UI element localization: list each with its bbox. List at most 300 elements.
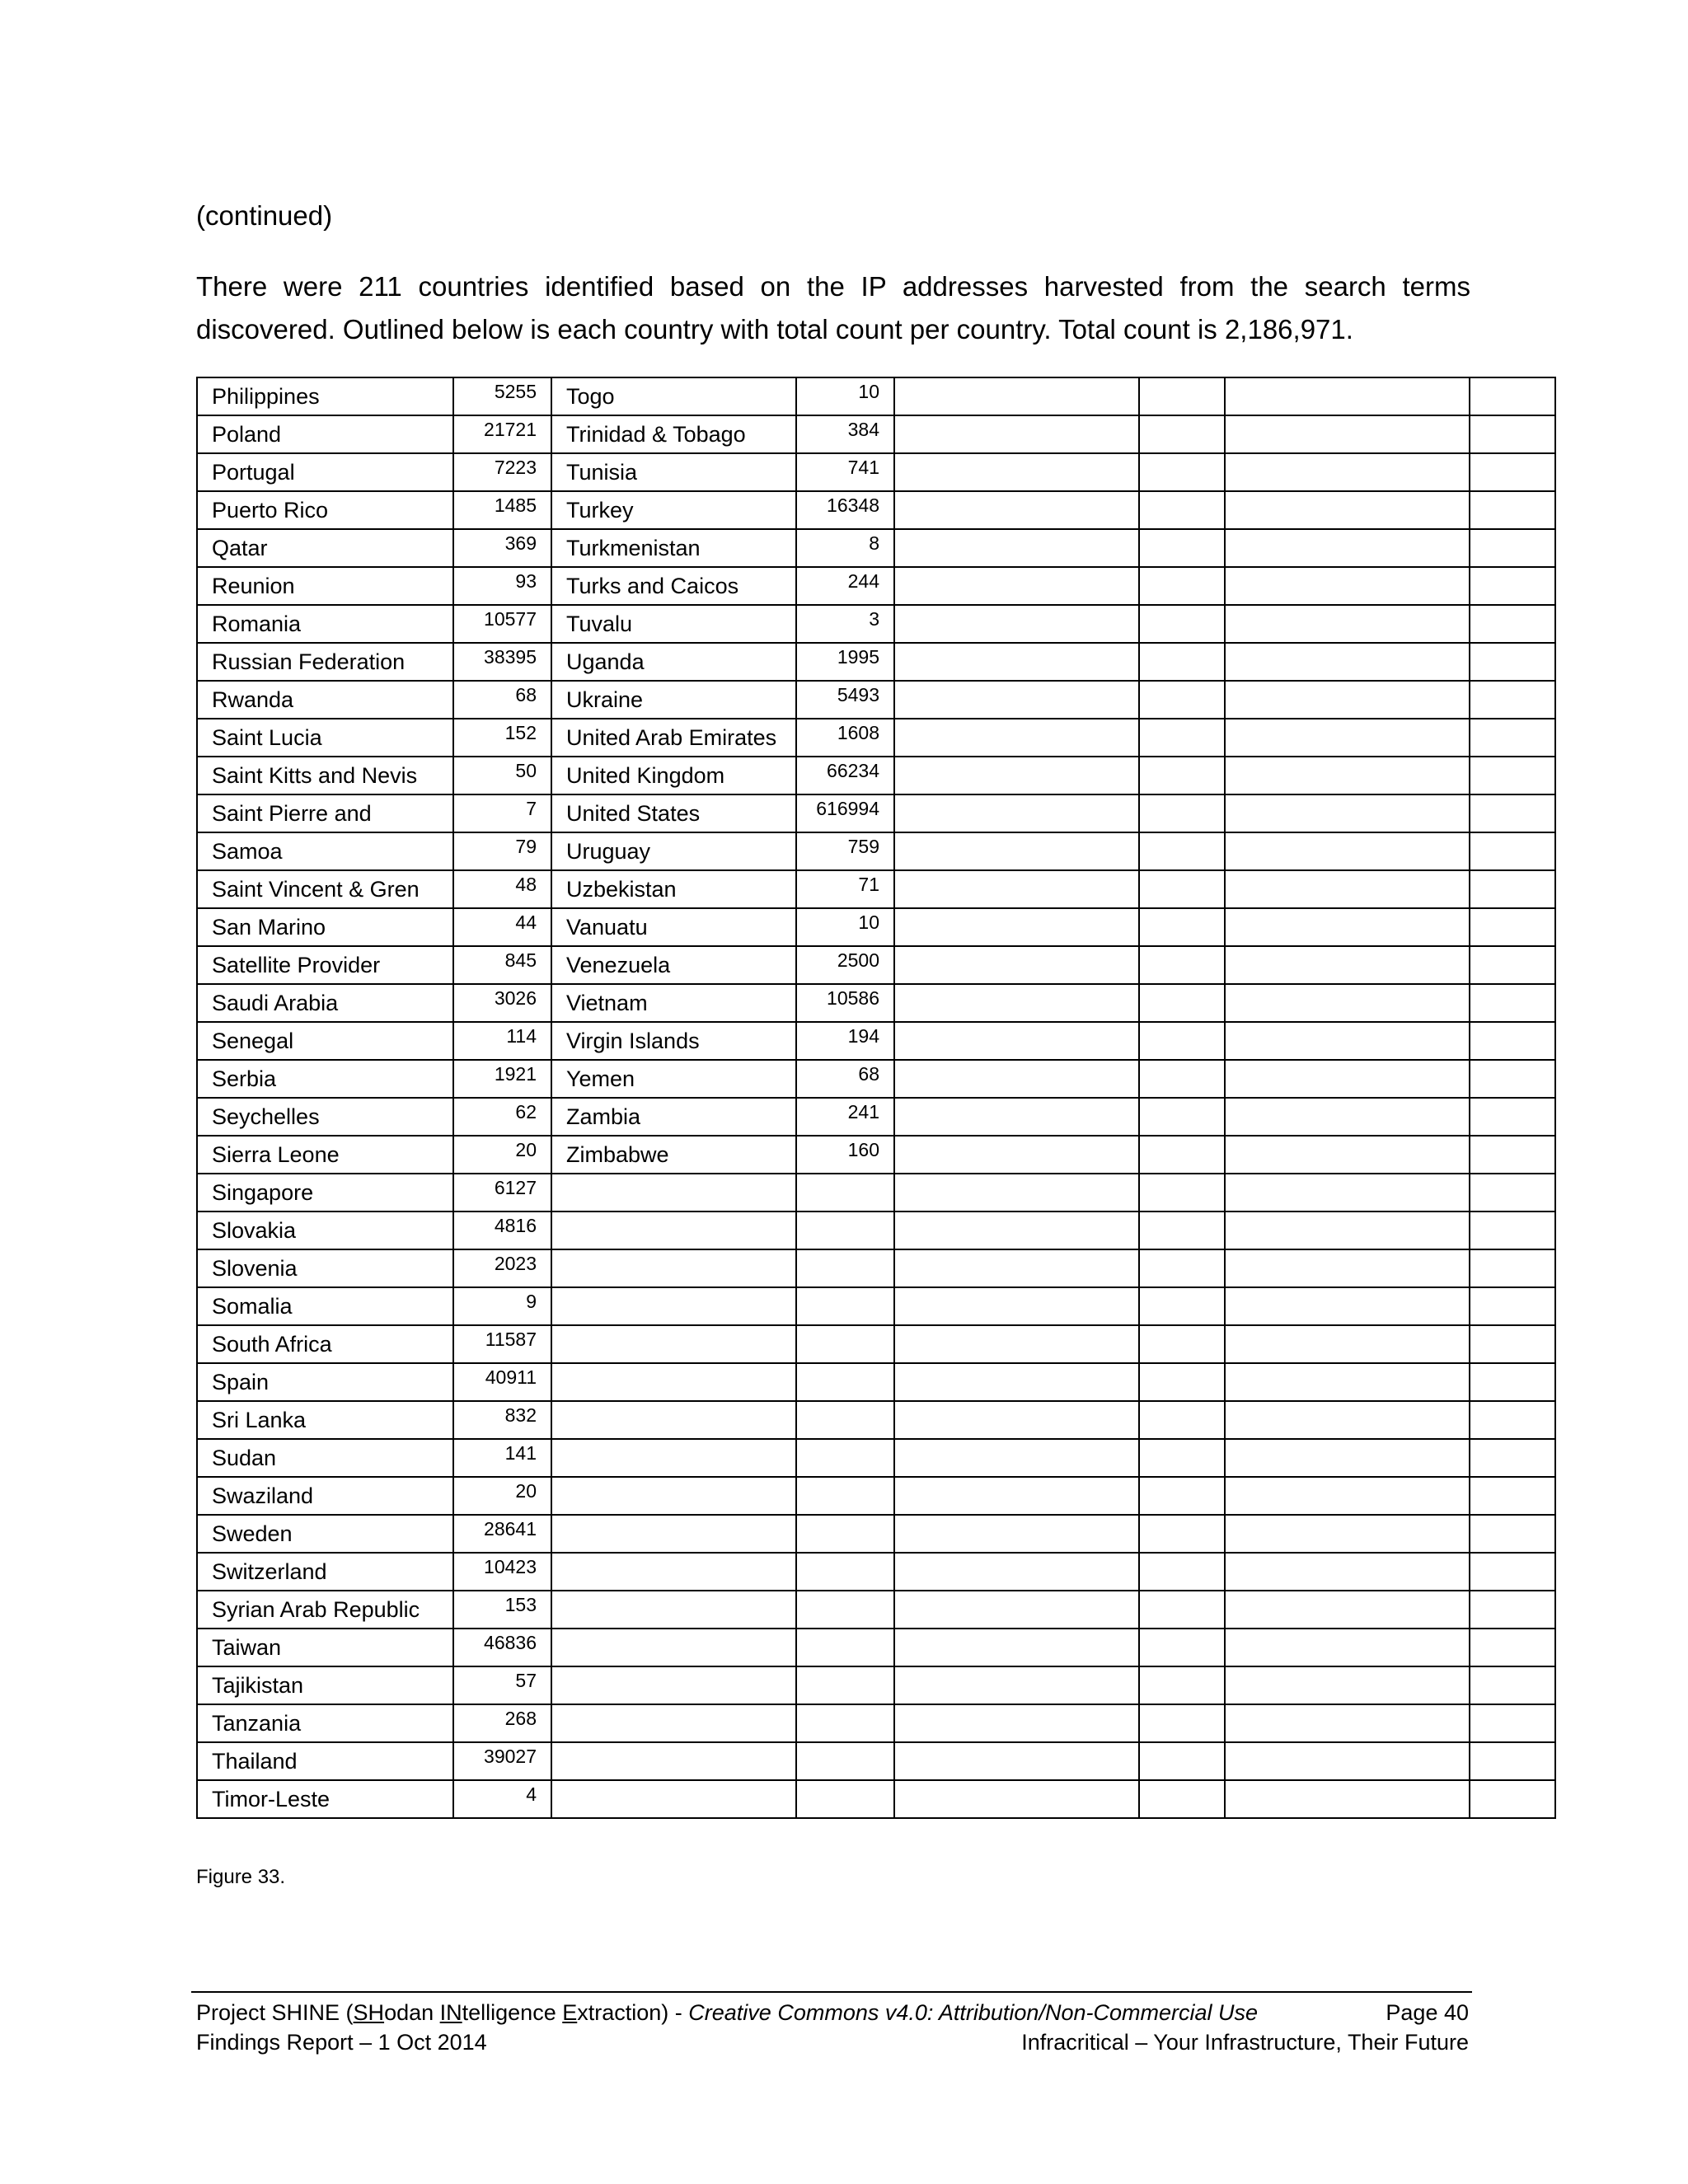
empty-cell: [1139, 1515, 1225, 1553]
empty-cell: [1139, 1742, 1225, 1780]
empty-cell: [796, 1742, 894, 1780]
country-count-cell: 5493: [796, 681, 894, 719]
footer-report-date: Findings Report – 1 Oct 2014: [196, 2030, 487, 2055]
empty-cell: [551, 1515, 796, 1553]
empty-cell: [894, 832, 1139, 870]
table-row: [197, 567, 1555, 605]
empty-cell: [1225, 529, 1470, 567]
empty-cell: [1225, 1022, 1470, 1060]
country-count-cell: 268: [453, 1704, 551, 1742]
table-row: [197, 719, 1555, 757]
empty-cell: [796, 1287, 894, 1325]
table-row: [197, 529, 1555, 567]
empty-cell: [1139, 491, 1225, 529]
empty-cell: [1470, 984, 1555, 1022]
country-count-cell: 10586: [796, 984, 894, 1022]
table-row: [197, 908, 1555, 946]
country-name-cell: Serbia: [197, 1060, 453, 1098]
empty-cell: [551, 1477, 796, 1515]
table-row: [197, 1666, 1555, 1704]
country-count-cell: 62: [453, 1098, 551, 1136]
empty-cell: [1139, 529, 1225, 567]
empty-cell: [1470, 1174, 1555, 1212]
empty-cell: [551, 1629, 796, 1666]
empty-cell: [1225, 453, 1470, 491]
empty-cell: [796, 1401, 894, 1439]
footer-project-line: Project SHINE (SHodan INtelligence Extraction) - Creative Commons v4.0: Attribution/Non-Commercial Use: [196, 2000, 1259, 2025]
empty-cell: [1225, 984, 1470, 1022]
country-name-cell: Syrian Arab Republic: [197, 1591, 453, 1629]
empty-cell: [1470, 1666, 1555, 1704]
empty-cell: [796, 1325, 894, 1363]
country-count-cell: 160: [796, 1136, 894, 1174]
empty-cell: [551, 1325, 796, 1363]
country-name-cell: Venezuela: [551, 946, 796, 984]
table-row: [197, 453, 1555, 491]
empty-cell: [894, 757, 1139, 794]
country-count-cell: 40911: [453, 1363, 551, 1401]
empty-cell: [1470, 794, 1555, 832]
empty-cell: [1139, 1363, 1225, 1401]
empty-cell: [1225, 1553, 1470, 1591]
empty-cell: [1139, 1174, 1225, 1212]
country-name-cell: Tuvalu: [551, 605, 796, 643]
empty-cell: [894, 1591, 1139, 1629]
empty-cell: [796, 1363, 894, 1401]
country-name-cell: Tanzania: [197, 1704, 453, 1742]
country-name-cell: South Africa: [197, 1325, 453, 1363]
empty-cell: [1225, 415, 1470, 453]
empty-cell: [1139, 794, 1225, 832]
empty-cell: [1225, 1666, 1470, 1704]
empty-cell: [894, 567, 1139, 605]
country-count-cell: 6127: [453, 1174, 551, 1212]
empty-cell: [1225, 643, 1470, 681]
footer-page-number: Page 40: [1386, 2000, 1469, 2025]
table-row: [197, 605, 1555, 643]
empty-cell: [1225, 1098, 1470, 1136]
empty-cell: [1470, 1780, 1555, 1818]
table-row: [197, 681, 1555, 719]
empty-cell: [894, 1780, 1139, 1818]
country-name-cell: Taiwan: [197, 1629, 453, 1666]
country-name-cell: Turkey: [551, 491, 796, 529]
country-name-cell: Satellite Provider: [197, 946, 453, 984]
empty-cell: [1470, 1477, 1555, 1515]
country-count-cell: 141: [453, 1439, 551, 1477]
empty-cell: [1470, 491, 1555, 529]
country-count-cell: 8: [796, 529, 894, 567]
empty-cell: [1139, 757, 1225, 794]
country-name-cell: Sudan: [197, 1439, 453, 1477]
empty-cell: [1470, 1515, 1555, 1553]
empty-cell: [1139, 1249, 1225, 1287]
empty-cell: [1470, 757, 1555, 794]
empty-cell: [894, 1553, 1139, 1591]
table-row: [197, 1553, 1555, 1591]
country-count-cell: 71: [796, 870, 894, 908]
table-row: [197, 946, 1555, 984]
empty-cell: [1139, 1553, 1225, 1591]
table-row: [197, 1780, 1555, 1818]
country-count-cell: 7223: [453, 453, 551, 491]
empty-cell: [1139, 946, 1225, 984]
empty-cell: [1470, 1287, 1555, 1325]
empty-cell: [796, 1553, 894, 1591]
country-count-cell: 4: [453, 1780, 551, 1818]
country-count-cell: 10: [796, 908, 894, 946]
empty-cell: [894, 1136, 1139, 1174]
empty-cell: [1470, 415, 1555, 453]
empty-cell: [1139, 1704, 1225, 1742]
country-name-cell: Poland: [197, 415, 453, 453]
empty-cell: [1225, 1780, 1470, 1818]
empty-cell: [1470, 1060, 1555, 1098]
country-name-cell: Saint Lucia: [197, 719, 453, 757]
empty-cell: [796, 1704, 894, 1742]
empty-cell: [1139, 453, 1225, 491]
country-count-cell: 4816: [453, 1212, 551, 1249]
empty-cell: [1139, 1325, 1225, 1363]
empty-cell: [796, 1477, 894, 1515]
table-row: [197, 1591, 1555, 1629]
country-name-cell: Portugal: [197, 453, 453, 491]
country-name-cell: Swaziland: [197, 1477, 453, 1515]
country-name-cell: Timor-Leste: [197, 1780, 453, 1818]
table-row: [197, 1742, 1555, 1780]
country-count-cell: 7: [453, 794, 551, 832]
empty-cell: [1139, 415, 1225, 453]
empty-cell: [1139, 1780, 1225, 1818]
empty-cell: [1470, 870, 1555, 908]
country-name-cell: Saudi Arabia: [197, 984, 453, 1022]
country-count-cell: 44: [453, 908, 551, 946]
empty-cell: [1470, 529, 1555, 567]
country-count-cell: 10577: [453, 605, 551, 643]
table-row: [197, 1136, 1555, 1174]
country-count-cell: 1485: [453, 491, 551, 529]
empty-cell: [894, 1174, 1139, 1212]
empty-cell: [894, 1287, 1139, 1325]
empty-cell: [1225, 491, 1470, 529]
empty-cell: [1225, 567, 1470, 605]
empty-cell: [1225, 1477, 1470, 1515]
empty-cell: [1470, 1704, 1555, 1742]
empty-cell: [894, 1742, 1139, 1780]
country-count-cell: 20: [453, 1136, 551, 1174]
table-row: [197, 1212, 1555, 1249]
empty-cell: [1225, 1629, 1470, 1666]
table-row: [197, 1439, 1555, 1477]
empty-cell: [894, 1666, 1139, 1704]
country-count-cell: 244: [796, 567, 894, 605]
empty-cell: [551, 1212, 796, 1249]
empty-cell: [1470, 1098, 1555, 1136]
intro-paragraph: There were 211 countries identified based on the IP addresses harvested from the search terms discovered. Outlined below is each country with total count per country. Total count is 2,186,971.: [196, 271, 1470, 344]
country-name-cell: Senegal: [197, 1022, 453, 1060]
empty-cell: [796, 1515, 894, 1553]
empty-cell: [894, 1477, 1139, 1515]
empty-cell: [551, 1666, 796, 1704]
table-row: [197, 1477, 1555, 1515]
empty-cell: [1225, 1136, 1470, 1174]
country-count-cell: 384: [796, 415, 894, 453]
empty-cell: [1470, 1325, 1555, 1363]
country-count-cell: 1608: [796, 719, 894, 757]
empty-cell: [894, 1060, 1139, 1098]
empty-cell: [1139, 1136, 1225, 1174]
country-name-cell: Togo: [551, 377, 796, 415]
empty-cell: [1139, 1439, 1225, 1477]
empty-cell: [894, 1363, 1139, 1401]
empty-cell: [894, 453, 1139, 491]
country-count-cell: 241: [796, 1098, 894, 1136]
country-name-cell: Turkmenistan: [551, 529, 796, 567]
table-row: [197, 984, 1555, 1022]
country-count-cell: 10423: [453, 1553, 551, 1591]
empty-cell: [1225, 1742, 1470, 1780]
empty-cell: [551, 1287, 796, 1325]
country-name-cell: Slovakia: [197, 1212, 453, 1249]
empty-cell: [1225, 1704, 1470, 1742]
country-count-cell: 68: [453, 681, 551, 719]
country-count-cell: 741: [796, 453, 894, 491]
table-row: [197, 1060, 1555, 1098]
country-name-cell: Russian Federation: [197, 643, 453, 681]
country-name-cell: United States: [551, 794, 796, 832]
country-name-cell: Ukraine: [551, 681, 796, 719]
empty-cell: [1225, 1212, 1470, 1249]
country-count-cell: 152: [453, 719, 551, 757]
empty-cell: [1470, 377, 1555, 415]
country-name-cell: Romania: [197, 605, 453, 643]
empty-cell: [551, 1439, 796, 1477]
empty-cell: [1139, 643, 1225, 681]
table-row: [197, 1022, 1555, 1060]
country-count-cell: 616994: [796, 794, 894, 832]
country-count-cell: 114: [453, 1022, 551, 1060]
empty-cell: [1225, 832, 1470, 870]
country-count-cell: 93: [453, 567, 551, 605]
country-name-cell: Saint Vincent & Gren: [197, 870, 453, 908]
empty-cell: [1139, 1629, 1225, 1666]
country-name-cell: Turks and Caicos: [551, 567, 796, 605]
country-name-cell: Sweden: [197, 1515, 453, 1553]
country-name-cell: Yemen: [551, 1060, 796, 1098]
empty-cell: [1470, 1591, 1555, 1629]
empty-cell: [1139, 1022, 1225, 1060]
country-count-cell: 48: [453, 870, 551, 908]
country-count-cell: 46836: [453, 1629, 551, 1666]
empty-cell: [1139, 605, 1225, 643]
empty-cell: [1225, 1401, 1470, 1439]
country-count-table: [196, 377, 1556, 1819]
empty-cell: [894, 1515, 1139, 1553]
empty-cell: [894, 1249, 1139, 1287]
country-name-cell: Slovenia: [197, 1249, 453, 1287]
country-name-cell: Somalia: [197, 1287, 453, 1325]
country-count-cell: 39027: [453, 1742, 551, 1780]
empty-cell: [894, 1704, 1139, 1742]
empty-cell: [1225, 946, 1470, 984]
empty-cell: [1139, 1666, 1225, 1704]
empty-cell: [894, 529, 1139, 567]
footer-tagline: Infracritical – Your Infrastructure, Their Future: [1021, 2030, 1469, 2055]
empty-cell: [1470, 681, 1555, 719]
empty-cell: [1225, 719, 1470, 757]
empty-cell: [894, 1098, 1139, 1136]
empty-cell: [1470, 453, 1555, 491]
empty-cell: [894, 1212, 1139, 1249]
country-name-cell: Uruguay: [551, 832, 796, 870]
empty-cell: [1225, 794, 1470, 832]
empty-cell: [1225, 1363, 1470, 1401]
table-row: [197, 415, 1555, 453]
empty-cell: [894, 1629, 1139, 1666]
empty-cell: [894, 1401, 1139, 1439]
empty-cell: [551, 1704, 796, 1742]
footer-license: Creative Commons v4.0: Attribution/Non-Commercial Use: [688, 2000, 1259, 2025]
empty-cell: [1470, 1629, 1555, 1666]
country-count-cell: 9: [453, 1287, 551, 1325]
empty-cell: [551, 1174, 796, 1212]
empty-cell: [1139, 681, 1225, 719]
empty-cell: [1470, 908, 1555, 946]
country-count-cell: 11587: [453, 1325, 551, 1363]
empty-cell: [1470, 605, 1555, 643]
country-count-cell: 10: [796, 377, 894, 415]
country-count-cell: 759: [796, 832, 894, 870]
country-name-cell: Switzerland: [197, 1553, 453, 1591]
empty-cell: [1470, 643, 1555, 681]
empty-cell: [894, 1022, 1139, 1060]
empty-cell: [894, 1439, 1139, 1477]
empty-cell: [551, 1553, 796, 1591]
country-name-cell: Uzbekistan: [551, 870, 796, 908]
empty-cell: [1225, 1515, 1470, 1553]
table-row: [197, 1629, 1555, 1666]
country-name-cell: Seychelles: [197, 1098, 453, 1136]
empty-cell: [1470, 1212, 1555, 1249]
empty-cell: [1139, 719, 1225, 757]
country-name-cell: Tajikistan: [197, 1666, 453, 1704]
empty-cell: [1225, 681, 1470, 719]
empty-cell: [1225, 757, 1470, 794]
empty-cell: [796, 1629, 894, 1666]
empty-cell: [796, 1212, 894, 1249]
table-row: [197, 1098, 1555, 1136]
table-row: [197, 1249, 1555, 1287]
country-count-cell: 21721: [453, 415, 551, 453]
country-count-cell: 66234: [796, 757, 894, 794]
empty-cell: [1225, 1591, 1470, 1629]
country-name-cell: San Marino: [197, 908, 453, 946]
empty-cell: [1225, 1439, 1470, 1477]
country-count-cell: 1921: [453, 1060, 551, 1098]
empty-cell: [551, 1249, 796, 1287]
figure-caption: Figure 33.: [196, 1866, 286, 1888]
empty-cell: [1139, 1212, 1225, 1249]
empty-cell: [894, 643, 1139, 681]
empty-cell: [1470, 1742, 1555, 1780]
table-row: [197, 1704, 1555, 1742]
empty-cell: [796, 1439, 894, 1477]
empty-cell: [1139, 870, 1225, 908]
table-row: [197, 870, 1555, 908]
empty-cell: [1139, 377, 1225, 415]
empty-cell: [1470, 1136, 1555, 1174]
empty-cell: [1225, 377, 1470, 415]
empty-cell: [894, 870, 1139, 908]
empty-cell: [1470, 1249, 1555, 1287]
country-count-cell: 16348: [796, 491, 894, 529]
table-row: [197, 491, 1555, 529]
country-name-cell: Vietnam: [551, 984, 796, 1022]
table-row: [197, 794, 1555, 832]
country-count-cell: 20: [453, 1477, 551, 1515]
empty-cell: [1470, 1439, 1555, 1477]
empty-cell: [1470, 567, 1555, 605]
empty-cell: [551, 1401, 796, 1439]
country-name-cell: Sri Lanka: [197, 1401, 453, 1439]
empty-cell: [1470, 719, 1555, 757]
country-count-cell: 2500: [796, 946, 894, 984]
country-name-cell: Thailand: [197, 1742, 453, 1780]
empty-cell: [1470, 946, 1555, 984]
table-row: [197, 377, 1555, 415]
country-name-cell: United Kingdom: [551, 757, 796, 794]
empty-cell: [894, 377, 1139, 415]
table-row: [197, 1174, 1555, 1212]
empty-cell: [1470, 1401, 1555, 1439]
country-count-cell: 194: [796, 1022, 894, 1060]
country-count-cell: 38395: [453, 643, 551, 681]
empty-cell: [551, 1780, 796, 1818]
empty-cell: [1139, 984, 1225, 1022]
country-count-cell: 79: [453, 832, 551, 870]
continued-label: (continued): [196, 200, 333, 231]
empty-cell: [1139, 567, 1225, 605]
country-name-cell: Trinidad & Tobago: [551, 415, 796, 453]
country-count-cell: 68: [796, 1060, 894, 1098]
empty-cell: [1139, 832, 1225, 870]
country-count-cell: 1995: [796, 643, 894, 681]
empty-cell: [1139, 1477, 1225, 1515]
empty-cell: [1225, 1060, 1470, 1098]
empty-cell: [551, 1363, 796, 1401]
empty-cell: [1139, 1401, 1225, 1439]
empty-cell: [551, 1591, 796, 1629]
country-count-cell: 3026: [453, 984, 551, 1022]
country-name-cell: Philippines: [197, 377, 453, 415]
empty-cell: [796, 1174, 894, 1212]
empty-cell: [796, 1591, 894, 1629]
table-row: [197, 1325, 1555, 1363]
country-name-cell: Zambia: [551, 1098, 796, 1136]
empty-cell: [1139, 1287, 1225, 1325]
table-row: [197, 1363, 1555, 1401]
empty-cell: [1139, 1098, 1225, 1136]
empty-cell: [551, 1742, 796, 1780]
table-row: [197, 1287, 1555, 1325]
country-name-cell: Uganda: [551, 643, 796, 681]
empty-cell: [1225, 1249, 1470, 1287]
empty-cell: [1225, 1287, 1470, 1325]
country-name-cell: Zimbabwe: [551, 1136, 796, 1174]
country-count-cell: 832: [453, 1401, 551, 1439]
empty-cell: [796, 1249, 894, 1287]
empty-cell: [1470, 1363, 1555, 1401]
